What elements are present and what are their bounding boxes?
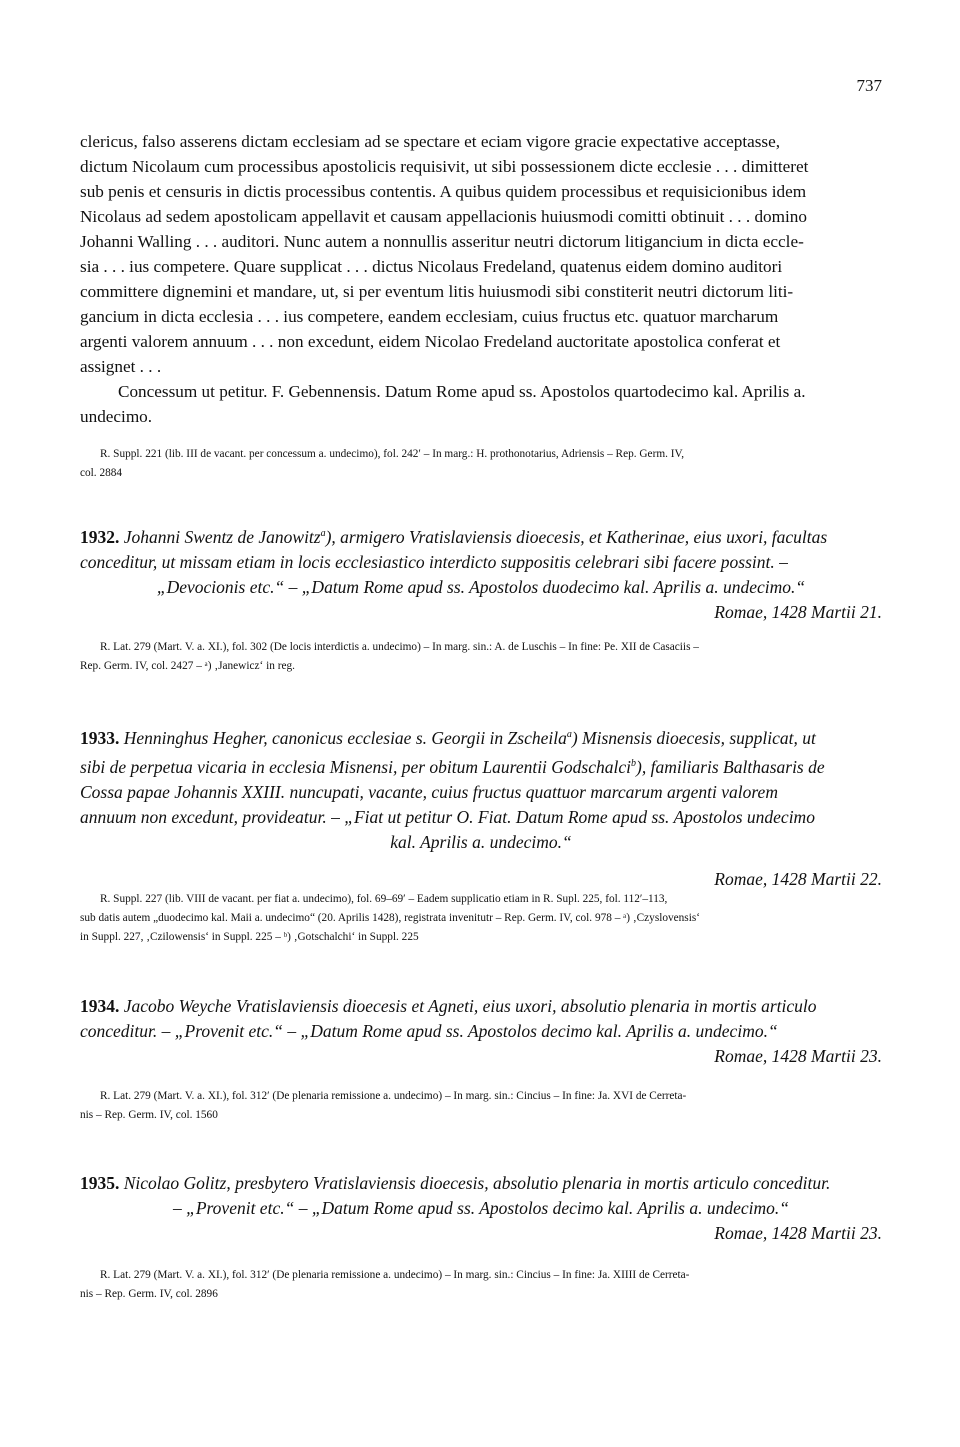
- note-line: R. Lat. 279 (Mart. V. a. XI.), fol. 312′ (De plenaria remissione a. undecimo) – In marg. sin.: Cincius – In fine: Ja. XVI de Cerreta-: [100, 1090, 687, 1102]
- entry-line: [80, 1171, 882, 1196]
- text-line: assignet . . .: [80, 357, 162, 376]
- entry-text: ), familiaris Balthasaris de: [636, 756, 825, 777]
- note-line: in Suppl. 227, ‚Czilowensis‘ in Suppl. 225 – ᵇ) ‚Gotschalchi‘ in Suppl. 225: [80, 931, 419, 943]
- entry-date: Romae, 1428 Martii 21.: [714, 601, 882, 622]
- text-line: sia . . . ius competere. Quare supplicat . . . dictus Nicolaus Fredeland, quatenus eidem domino auditori: [80, 257, 783, 276]
- note-line: nis – Rep. Germ. IV, col. 2896: [80, 1288, 218, 1300]
- entry-text: Nicolao Golitz, presbytero Vratislaviensis dioecesis, absolutio plenaria in mortis articulo conceditur.: [123, 1173, 831, 1193]
- footnote-marker: a: [566, 729, 572, 740]
- note-line: R. Suppl. 221 (lib. III de vacant. per concessum a. undecimo), fol. 242′ – In marg.: H. prothonotarius, Adriensis – Rep. Germ. IV,: [100, 448, 685, 460]
- note-line: nis – Rep. Germ. IV, col. 1560: [80, 1109, 218, 1121]
- entry-line: [80, 722, 882, 751]
- note-line: R. Lat. 279 (Mart. V. a. XI.), fol. 302 (De locis interdictis a. undecimo) – In marg. sin.: A. de Luschis – In fine: Pe. XII de Casaciis –: [100, 641, 699, 653]
- entry-line: [80, 751, 882, 780]
- note-line: R. Lat. 279 (Mart. V. a. XI.), fol. 312′ (De plenaria remissione a. undecimo) – In marg. sin.: Cincius – In fine: Ja. XIIII de Cerreta-: [100, 1269, 690, 1281]
- page-number: 737: [856, 76, 882, 95]
- note-line: col. 2884: [80, 467, 123, 479]
- entry-number: 1933.: [80, 727, 120, 748]
- source-note-1932: [80, 638, 882, 676]
- entry-number: 1932.: [80, 526, 120, 547]
- entry-text: ) Misnensis dioecesis, supplicat, ut: [571, 727, 816, 748]
- entry-text: Johanni Swentz de Janowitz: [123, 526, 321, 547]
- entry-text: ), armigero Vratislaviensis dioecesis, et Katherinae, eius uxori, facultas: [325, 526, 828, 547]
- entry-text: sibi de perpetua vicaria in ecclesia Misnensi, per obitum Laurentii Godschalci: [80, 756, 632, 777]
- entry-line: – „Provenit etc.“ – „Datum Rome apud ss. Apostolos decimo kal. Aprilis a. undecimo.“: [172, 1198, 790, 1218]
- entry-1933: [80, 722, 882, 892]
- note-line: R. Suppl. 227 (lib. VIII de vacant. per fiat a. undecimo), fol. 69–69′ – Eadem supplicatio etiam in R. Supl. 225, fol. 112′–113,: [100, 893, 668, 905]
- entry-number: 1935.: [80, 1173, 120, 1193]
- concessum-line: undecimo.: [80, 407, 153, 426]
- entry-line: [80, 994, 882, 1019]
- entry-line: kal. Aprilis a. undecimo.“: [390, 831, 572, 852]
- entry-date: Romae, 1428 Martii 23.: [714, 1046, 882, 1066]
- text-line: committere dignemini et mandare, ut, si per eventum litis huiusmodi sibi constiterit neutri dictorum liti-: [80, 282, 794, 301]
- entry-line: conceditur. – „Provenit etc.“ – „Datum Rome apud ss. Apostolos decimo kal. Aprilis a. undecimo.“: [80, 1021, 778, 1041]
- source-note-1935: [80, 1266, 882, 1304]
- text-line: gancium in dicta ecclesia . . . ius competere, eandem ecclesiam, cuius fructus etc. quatuor marcharum: [80, 307, 779, 326]
- source-note: [80, 464, 882, 483]
- text-line: sub penis et censuris in dictis processibus contentis. A quibus quidem processibus et requisicionibus idem: [80, 182, 807, 201]
- footnote-marker: a: [320, 528, 326, 539]
- entry-line: Cossa papae Johannis XXIII. nuncupati, vacante, cuius fructus quattuor marcarum argenti valorem: [80, 781, 778, 802]
- note-line: Rep. Germ. IV, col. 2427 – ᵃ) ‚Janewicz‘ in reg.: [80, 660, 295, 672]
- source-note-1933: [80, 890, 882, 947]
- note-line: sub datis autem „duodecimo kal. Maii a. undecimo“ (20. Aprilis 1428), registrata invenitutr – Rep. Germ. IV, col. 978 – ᵃ) ‚Czyslovensis‘: [80, 912, 701, 924]
- continuation-text: [80, 129, 882, 483]
- entry-line: „Devocionis etc.“ – „Datum Rome apud ss. Apostolos duodecimo kal. Aprilis a. undecimo.“: [156, 576, 806, 597]
- text-line: argenti valorem annuum . . . non excedunt, eidem Nicolao Fredeland auctoritate apostolica conferat et: [80, 332, 781, 351]
- entry-line: [80, 521, 882, 550]
- entry-date: Romae, 1428 Martii 23.: [714, 1223, 882, 1243]
- source-note: [80, 445, 882, 464]
- entry-1934: [80, 994, 882, 1069]
- source-note-1934: [80, 1087, 882, 1125]
- concessum-line: Concessum ut petitur. F. Gebennensis. Datum Rome apud ss. Apostolos quartodecimo kal. Aprilis a.: [118, 382, 806, 401]
- text-line: clericus, falso asserens dictam ecclesiam ad se spectare et eciam vigore gracie expectative acceptasse,: [80, 132, 781, 151]
- entry-text: Jacobo Weyche Vratislaviensis dioecesis et Agneti, eius uxori, absolutio plenaria in mortis articulo: [123, 996, 817, 1016]
- entry-1935: [80, 1171, 882, 1246]
- entry-1932: [80, 521, 882, 625]
- text-line: Johanni Walling . . . auditori. Nunc autem a nonnullis asseritur neutri dictorum litigancium in dicta eccle-: [80, 232, 804, 251]
- footnote-marker: b: [631, 757, 637, 769]
- entry-line: annuum non excedunt, provideatur. – „Fiat ut petitur O. Fiat. Datum Rome apud ss. Apostolos undecimo: [80, 806, 815, 827]
- entry-number: 1934.: [80, 996, 120, 1016]
- entry-line: conceditur, ut missam etiam in locis ecclesiastico interdicto suppositis celebrari sibi facere possint. –: [80, 551, 788, 572]
- entry-text: Henninghus Hegher, canonicus ecclesiae s. Georgii in Zscheila: [123, 727, 567, 748]
- text-line: Nicolaus ad sedem apostolicam appellavit et causam appellacionis huiusmodi comitti obtinuit . . . domino: [80, 207, 807, 226]
- text-line: dictum Nicolaum cum processibus apostolicis requisivit, ut sibi possessionem dicte ecclesie . . . dimitteret: [80, 157, 809, 176]
- entry-date: Romae, 1428 Martii 22.: [714, 868, 882, 889]
